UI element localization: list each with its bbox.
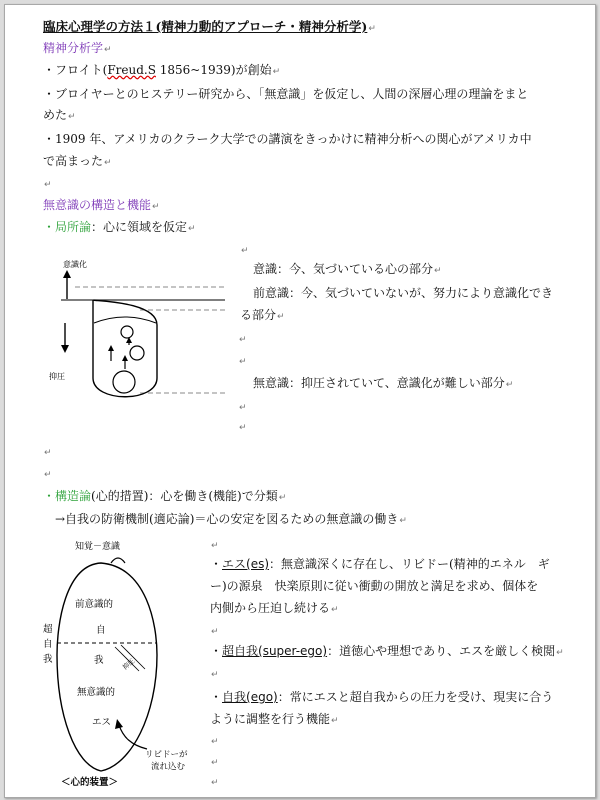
paragraph-mark-icon: ↵ (277, 312, 285, 322)
empty-paragraph (43, 443, 52, 461)
mind-outline (93, 300, 157, 397)
title-line (43, 19, 376, 37)
consciousness-label: 意識化 (63, 260, 87, 269)
conscious-desc: 意識：今、気づいている心の部分↵ (253, 262, 442, 276)
freud-name: Freud.S (107, 63, 156, 77)
paragraph-mark-icon: ↵ (556, 648, 564, 658)
es-label: エス(es) (222, 557, 270, 571)
repression-label: 抑圧 (49, 372, 65, 381)
paragraph-mark-icon: ↵ (211, 670, 219, 680)
es-line-3: 内側から圧迫し続ける↵ (210, 601, 339, 615)
bubble-large (113, 371, 135, 393)
structural-label: ・構造論 (43, 489, 92, 503)
paragraph-mark-icon: ↵ (434, 266, 442, 276)
paragraph-mark-icon: ↵ (239, 403, 247, 413)
psychic-apparatus-diagram (35, 535, 215, 789)
libido-label-1: リビドーが (145, 750, 188, 760)
id-label: エス (92, 717, 112, 728)
libido-label-2: 流れ込む (151, 762, 186, 772)
inner-arc (94, 317, 156, 323)
return-mark-line (210, 732, 219, 750)
return-mark-line (210, 665, 219, 683)
paragraph-mark-icon: ↵ (44, 180, 52, 190)
return-mark-line (238, 352, 247, 370)
bubble-middle (130, 346, 144, 360)
preconscious-desc-1: 前意識：今、気づいていないが、努力により意識化でき (253, 286, 554, 300)
return-mark-line (240, 241, 249, 259)
clark-line-2: で高まった↵ (43, 154, 112, 168)
structural-line: ・構造論(心的措置)：心を働き(機能)で分類↵ (43, 489, 287, 503)
topographic-model-diagram (45, 253, 245, 415)
diagram-caption: ＜心的装置＞ (61, 777, 119, 788)
return-mark-line (210, 753, 219, 771)
heading-psychoanalysis: 精神分析学↵ (43, 41, 112, 55)
paragraph-mark-icon: ↵ (239, 357, 247, 367)
up-arrow-icon (63, 270, 71, 278)
topography-label: ・局所論 (43, 220, 92, 234)
paragraph-mark-icon: ↵ (152, 202, 160, 212)
heading-unconscious-structure: 無意識の構造と機能↵ (43, 198, 160, 212)
paragraph-mark-icon: ↵ (211, 758, 219, 768)
paragraph-mark-icon: ↵ (331, 716, 339, 726)
unconscious-desc: 無意識：抑圧されていて、意識化が難しい部分↵ (253, 376, 514, 390)
paragraph-mark-icon: ↵ (399, 516, 407, 526)
return-mark-line (210, 773, 219, 791)
paragraph-mark-icon: ↵ (68, 112, 76, 122)
paragraph-mark-icon: ↵ (239, 423, 247, 433)
document-title: 臨床心理学の方法１(精神力動的アプローチ・精神分析学) (43, 19, 368, 34)
defense-mechanism-line: →自我の防衛機制(適応論)＝心の安定を図るための無意識の働き↵ (55, 512, 407, 526)
up-arrow-icon (122, 355, 128, 361)
unconscious-label: 無意識的 (77, 687, 116, 698)
paragraph-mark-icon: ↵ (211, 737, 219, 747)
perception-cap (111, 558, 125, 563)
topography-line: ・局所論：心に領域を仮定↵ (43, 220, 196, 234)
paragraph-mark-icon: ↵ (104, 45, 112, 55)
paragraph-mark-icon: ↵ (368, 24, 376, 34)
return-mark-line (210, 622, 219, 640)
ego-term: 自我(ego) (222, 690, 278, 704)
superego-char-1: 超 (43, 624, 53, 635)
ego-line-2: ように調整を行う機能↵ (210, 712, 339, 726)
repression-text: 抑圧 (121, 656, 137, 672)
return-mark-line (238, 398, 247, 416)
libido-arrow-icon (115, 719, 123, 729)
superego-char-3: 我 (43, 654, 53, 665)
perception-consciousness-label: 知覚－意識 (75, 542, 121, 552)
down-arrow-icon (61, 345, 69, 353)
paragraph-mark-icon: ↵ (211, 541, 219, 551)
freud-line: ・フロイト(Freud.S 1856~1939)が創始↵ (43, 63, 281, 77)
return-mark-line (238, 330, 247, 348)
ego-line-1: ・自我(ego)：常にエスと超自我からの圧力を受け、現実に合う (210, 690, 554, 704)
clark-line-1: ・1909 年、アメリカのクラーク大学での講演をきっかけに精神分析への関心がアメリカ中 (43, 132, 532, 146)
return-mark-line (210, 536, 219, 554)
paragraph-mark-icon: ↵ (239, 335, 247, 345)
breuer-line-2: めた↵ (43, 108, 76, 122)
paragraph-mark-icon: ↵ (241, 246, 249, 256)
paragraph-mark-icon: ↵ (44, 470, 52, 480)
apparatus-outline (57, 563, 157, 771)
superego-term: 超自我(super-ego) (222, 644, 328, 658)
paragraph-mark-icon: ↵ (188, 224, 196, 234)
paragraph-mark-icon: ↵ (505, 380, 514, 390)
es-line-1: ・エス(es)：無意識深くに存在し、リビドー(精神的エネル ギ (210, 557, 550, 571)
empty-paragraph (43, 465, 52, 483)
paragraph-mark-icon: ↵ (272, 67, 281, 77)
superego-char-2: 自 (43, 639, 53, 650)
bubble-small (121, 326, 133, 338)
paragraph-mark-icon: ↵ (278, 493, 287, 503)
return-mark-line (238, 418, 247, 436)
ego-label-lower: 我 (94, 655, 104, 666)
breuer-line-1: ・ブロイヤーとのヒステリー研究から、「無意識」を仮定し、人間の深層心理の理論をまと (43, 87, 529, 101)
preconscious-desc-2: る部分↵ (240, 308, 285, 322)
document-page (4, 4, 596, 798)
empty-paragraph (43, 175, 52, 193)
superego-line: ・超自我(super-ego)：道徳心や理想であり、エスを厳しく検閲↵ (210, 644, 564, 658)
paragraph-mark-icon: ↵ (331, 605, 339, 615)
preconscious-label: 前意識的 (75, 599, 114, 610)
es-line-2: ー)の源泉 快楽原則に従い衝動の開放と満足を求め、個体を (210, 579, 539, 593)
ego-label-upper: 自 (96, 625, 106, 636)
paragraph-mark-icon: ↵ (44, 448, 52, 458)
paragraph-mark-icon: ↵ (211, 627, 219, 637)
paragraph-mark-icon: ↵ (211, 778, 219, 788)
paragraph-mark-icon: ↵ (104, 158, 112, 168)
up-arrow-icon (108, 345, 114, 351)
